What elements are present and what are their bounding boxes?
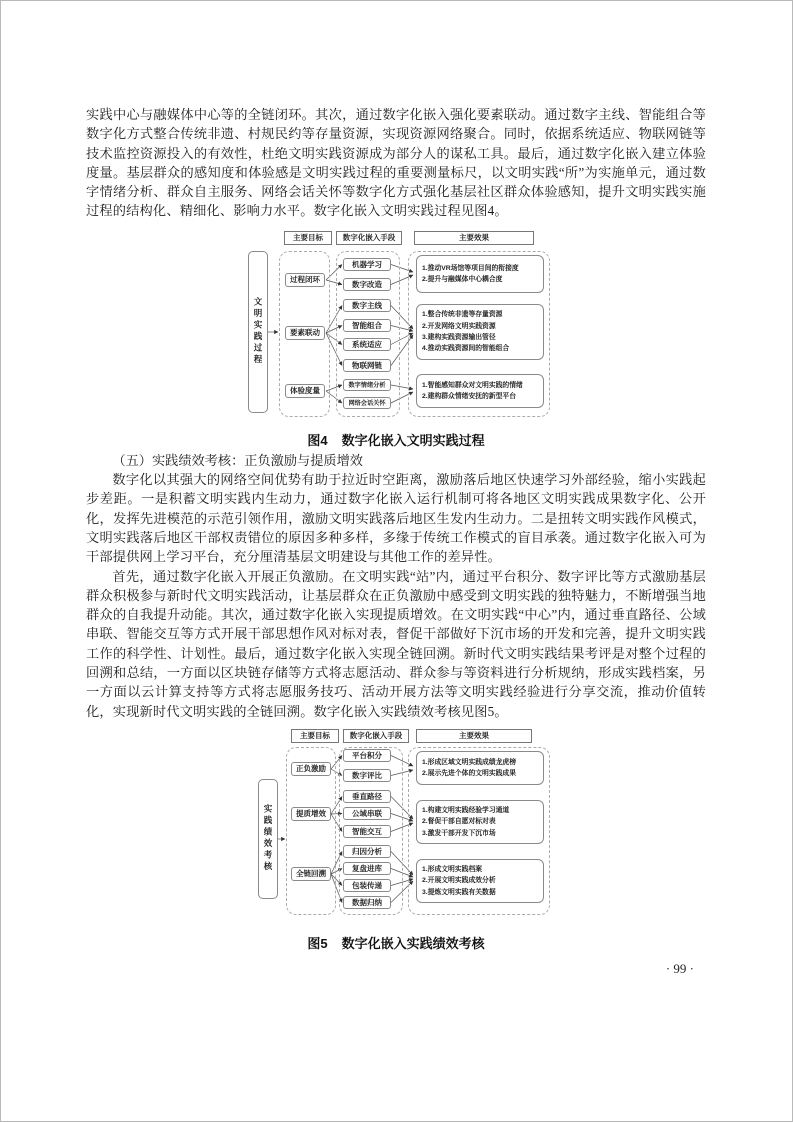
paragraph-3: 首先，通过数字化嵌入开展正负激励。在文明实践“站”内，通过平台积分、数字评比等方式激励基层群众积极参与新时代文明实践活动，让基层群众在正负激励中感受到文明实践的独特魅力，不断增强当地群众的自我提升动能。其次，通过数字化嵌入实现提质增效。在文明实践“中心”内，通过垂直路径、公域串联、智能交互等方式开展干部思想作风对标对表，督促干部做好下沉市场的开发和完善，提升文明实践工作的科学性、计划性。最后，通过数字化嵌入实现全链回溯。新时代文明实践结果考评是对整个过程的回溯和总结，一方面以区块链存储等方式将志愿活动、群众参与等资料进行分析规纳，形成实践档案，另一方面以云计算支持等方式将志愿服务技巧、活动开展方法等文明实践经验进行分享交流，推动价值转化，实现新时代文明实践的全链回溯。数字化嵌入实践绩效考核见图5。 [86,568,706,719]
fig4-header-effects: 主要效果 [414,231,534,245]
fig4-effect-line: 2.开发网络文明实践资源 [422,322,496,330]
fig5-effect-line: 1.构建文明实践经验学习通道 [422,807,510,815]
figure-4-caption [86,431,706,450]
figure-4-diagram [236,228,566,426]
fig4-means-box: 数字主线 [343,299,391,312]
fig5-effect-box [416,859,544,903]
fig5-means-box: 数字评比 [343,769,391,782]
fig5-means-box: 包装传递 [343,879,391,892]
fig4-effect-line: 1.整合传统非遗等存量资源 [422,311,503,319]
fig4-effect-line: 2.提升与融媒体中心耦合度 [422,275,503,283]
fig5-header-goals: 主要目标 [291,729,339,743]
fig4-effect-line: 3.建构实践资源输出管径 [422,333,496,341]
fig4-goal-box: 过程闭环 [285,273,325,287]
fig4-effect-line: 1.推动VR场馆等项目间的衔接度 [422,264,519,272]
fig4-means-box: 网络会话关怀 [343,397,391,409]
fig5-side-label: 实践绩效考核 [258,779,278,899]
fig5-means-box: 平台积分 [343,749,391,762]
fig5-goal-box: 正负激励 [291,762,331,776]
fig5-goal-box: 全链回溯 [291,867,331,881]
fig4-means-box: 数字情绪分析 [343,379,391,391]
fig5-means-box: 垂直路径 [343,790,391,803]
fig5-means-box: 归因分析 [343,845,391,858]
paragraph-1: 实践中心与融媒体中心等的全链闭环。其次，通过数字化嵌入强化要素联动。通过数字主线、智能组合等数字化方式整合传统非遗、村规民约等存量资源，实现资源网络聚合。同时，依据系统适应、物联网链等技术监控资源投入的有效性，杜绝文明实践资源成为部分人的谋私工具。最后，通过数字化嵌入建立体验度量。基层群众的感知度和体验感是文明实践过程的重要测量标尺，以文明实践“所”为实施单元，通过数字情绪分析、群众自主服务、网络会话关怀等数字化方式强化基层社区群众体验感知，提升文明实践实施过程的结构化、精细化、影响力水平。数字化嵌入文明实践过程见图4。 [86,107,706,219]
fig5-effect-line: 3.激发干部开发下沉市场 [422,829,496,837]
fig5-header-means: 数字化嵌入手段 [343,729,409,743]
fig4-goal-box: 要素联动 [285,326,325,340]
fig5-effect-line: 2.展示先进个体的文明实践成果 [422,769,517,777]
fig5-effect-box [416,751,544,785]
fig4-effect-box [416,374,544,408]
fig5-effect-box [416,800,544,844]
fig5-effect-line: 3.提炼文明实践有关数据 [422,888,496,896]
fig4-side-label: 文明实践过程 [248,251,268,413]
figure-5-caption [86,934,706,953]
fig5-effect-line: 1.形成区域文明实践成绩龙虎榜 [422,758,517,766]
fig5-effect-line: 2.开展文明实践成效分析 [422,877,496,885]
page-content [86,105,706,978]
fig5-goal-box: 提质增效 [291,807,331,821]
fig4-effect-line: 2.建构群众情绪安抚的新型平台 [422,392,517,400]
fig5-header-effects: 主要效果 [416,729,532,743]
fig5-means-box: 智能交互 [343,825,391,838]
figure-4-caption-text: 数字化嵌入文明实践过程 [341,432,485,448]
fig4-effect-line: 4.推动实践资源间的智能组合 [422,344,510,352]
fig5-effect-line: 2.督促干部自愿对标对表 [422,818,496,826]
fig5-means-box: 数据归纳 [343,896,391,909]
section-heading: （五）实践绩效考核：正负激励与提质增效 [112,452,363,468]
page-number: · 99 · [665,960,694,976]
fig4-effect-box [416,255,544,293]
paragraph-2: 数字化以其强大的网络空间优势有助于拉近时空距离，激励落后地区快速学习外部经验，缩小实践起步差距。一是积蓄文明实践内生动力，通过数字化嵌入运行机制可将各地区文明实践成果数字化、公开化，发挥先进模范的示范引领作用，激励文明实践落后地区生发内生动力。二是扭转文明实践作风模式，文明实践落后地区干部权责错位的原因多种多样，多缘于传统工作模式的盲目承袭。通过数字化嵌入可为干部提供网上学习平台，充分厘清基层文明建设与其他工作的差异性。 [86,472,706,565]
figure-5-caption-label: 图5 [307,935,328,951]
fig4-means-box: 智能组合 [343,319,391,332]
fig4-effect-box [416,304,544,360]
fig4-effect-line: 1.智能感知群众对文明实践的情绪 [422,381,523,389]
figure-5-diagram [236,724,566,929]
figure-5-caption-text: 数字化嵌入实践绩效考核 [341,935,485,951]
fig4-header-means: 数字化嵌入手段 [336,231,402,245]
fig4-means-group [336,251,400,417]
fig4-header-goals: 主要目标 [284,231,332,245]
fig4-means-box: 系统适应 [343,338,391,351]
fig4-means-box: 数字改造 [343,278,391,291]
figure-4-caption-label: 图4 [307,432,328,448]
fig5-effect-line: 1.形成文明实践档案 [422,866,483,874]
fig4-means-box: 机器学习 [343,258,391,271]
fig4-means-box: 物联网链 [343,359,391,372]
fig4-goal-box: 体验度量 [285,384,325,398]
fig5-means-box: 公域串联 [343,807,391,820]
fig5-means-box: 复盘进库 [343,862,391,875]
